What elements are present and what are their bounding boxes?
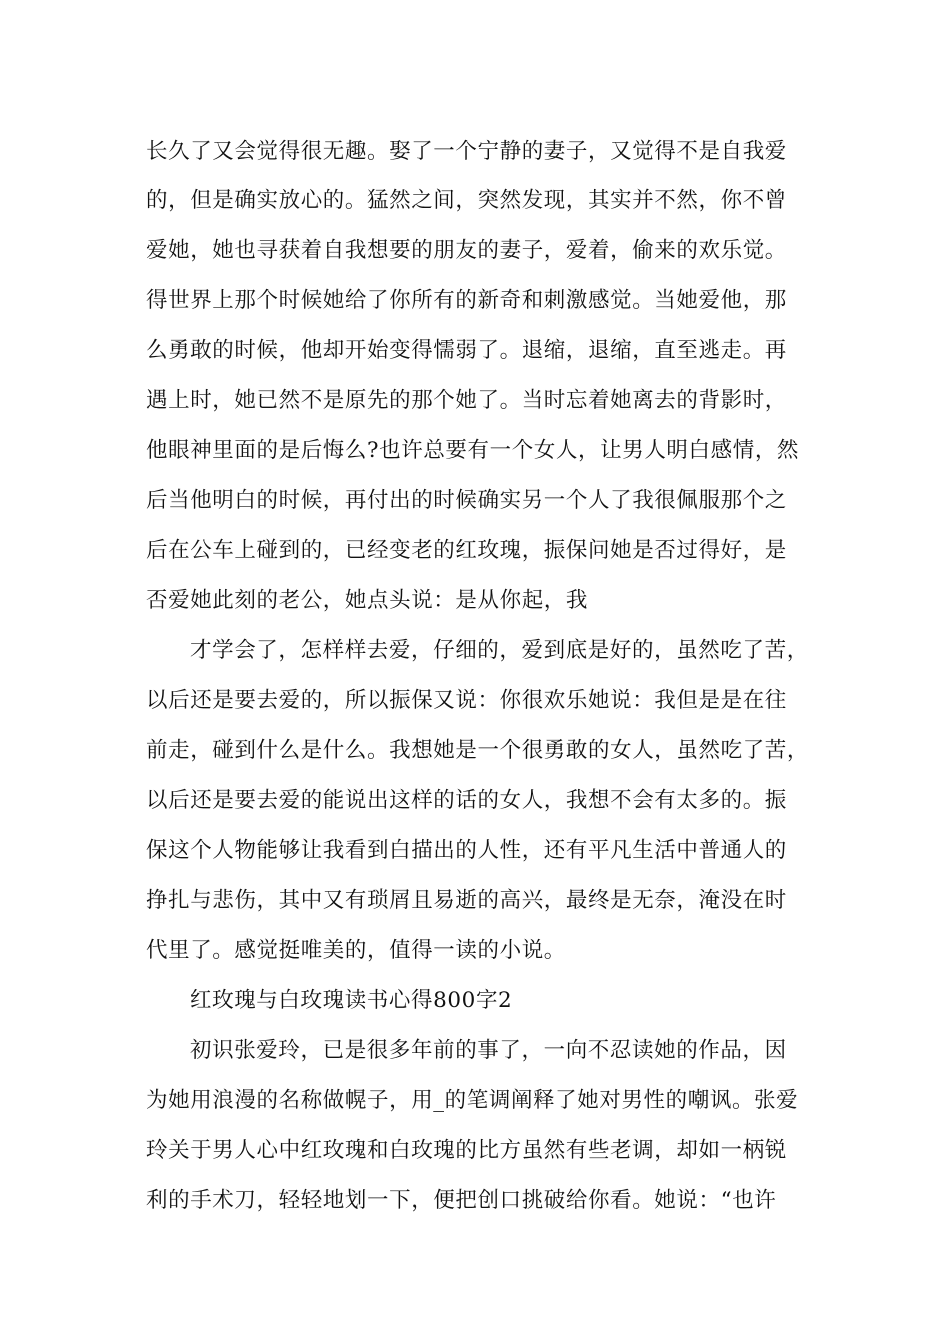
paragraph-first-line: 初识张爱玲，已是很多年前的事了，一向不忍读她的作品，因 <box>190 1038 787 1063</box>
text-line: 么勇敢的时候，他却开始变得懦弱了。退缩，退缩，直至逃走。再 <box>146 338 787 363</box>
text-line: 后在公车上碰到的，已经变老的红玫瑰，振保问她是否过得好，是 <box>146 538 787 563</box>
text-line: 后当他明白的时候，再付出的时候确实另一个人了我很佩服那个之 <box>146 488 787 513</box>
text-line: 他眼神里面的是后悔么?也许总要有一个女人，让男人明白感情，然 <box>146 438 800 463</box>
text-line: 的，但是确实放心的。猛然之间，突然发现，其实并不然，你不曾 <box>146 188 787 213</box>
text-line: 为她用浪漫的名称做幌子，用_的笔调阐释了她对男性的嘲讽。张爱 <box>146 1088 799 1113</box>
text-line: 挣扎与悲伤，其中又有琐屑且易逝的高兴，最终是无奈，淹没在时 <box>146 888 787 913</box>
text-line: 爱她，她也寻获着自我想要的朋友的妻子，爱着，偷来的欢乐觉。 <box>146 238 787 263</box>
text-line: 遇上时，她已然不是原先的那个她了。当时忘着她离去的背影时， <box>146 388 787 413</box>
text-line: 利的手术刀，轻轻地划一下，便把创口挑破给你看。她说：“也许 <box>146 1188 777 1213</box>
text-line: 以后还是要去爱的能说出这样的话的女人，我想不会有太多的。振 <box>146 788 787 813</box>
paragraph-first-line: 才学会了，怎样样去爱，仔细的，爱到底是好的，虽然吃了苦， <box>190 638 809 663</box>
text-line: 代里了。感觉挺唯美的，值得一读的小说。 <box>146 938 566 963</box>
text-line: 玲关于男人心中红玫瑰和白玫瑰的比方虽然有些老调，却如一柄锐 <box>146 1138 787 1163</box>
text-line: 得世界上那个时候她给了你所有的新奇和刺激感觉。当她爱他，那 <box>146 288 787 313</box>
text-line: 否爱她此刻的老公，她点头说：是从你起，我 <box>146 588 589 613</box>
text-line: 保这个人物能够让我看到白描出的人性，还有平凡生活中普通人的 <box>146 838 787 863</box>
section-heading: 红玫瑰与白玫瑰读书心得800字2 <box>190 988 513 1013</box>
text-line: 以后还是要去爱的，所以振保又说：你很欢乐她说：我但是是在往 <box>146 688 787 713</box>
text-line: 长久了又会觉得很无趣。娶了一个宁静的妻子，又觉得不是自我爱 <box>146 139 787 164</box>
text-line: 前走，碰到什么是什么。我想她是一个很勇敢的女人，虽然吃了苦， <box>146 738 810 763</box>
